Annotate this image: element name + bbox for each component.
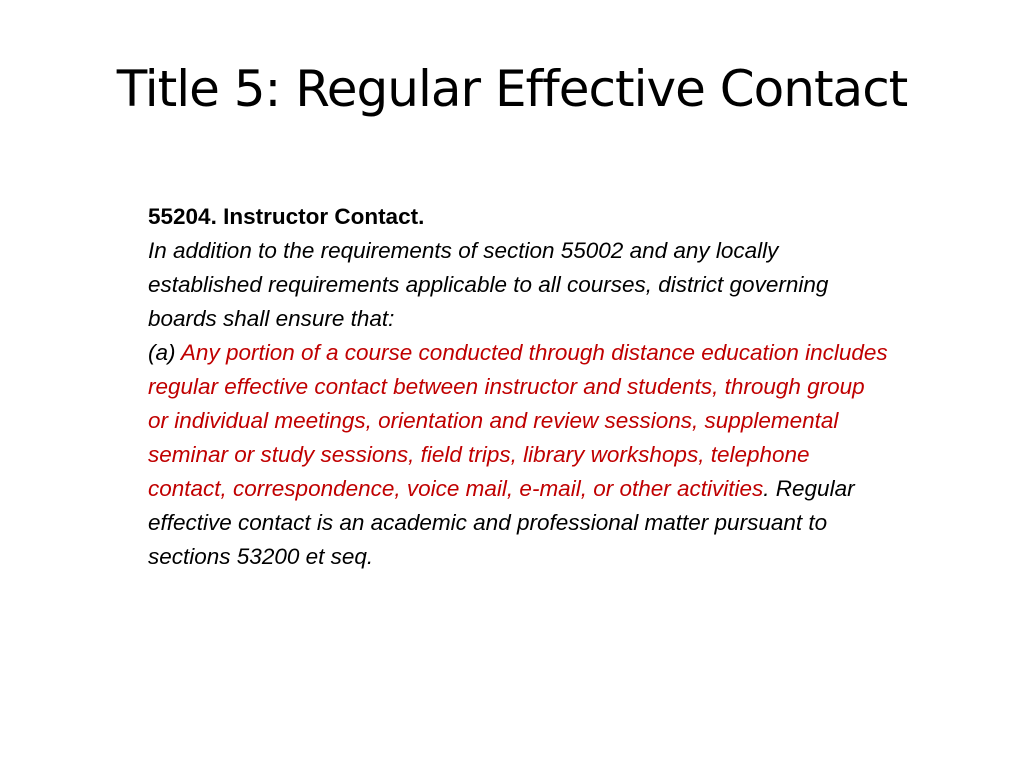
item-rest-text: . Regular effective contact is an academic and professional matter pursuant to sections 53200 et seq. — [148, 476, 855, 569]
item-marker: (a) — [148, 340, 181, 365]
section-heading: 55204. Instructor Contact. — [148, 204, 425, 229]
item-a-paragraph — [148, 336, 888, 574]
slide-body — [148, 200, 888, 574]
slide-title: Title 5: Regular Effective Contact — [116, 60, 908, 118]
item-highlight-text: Any portion of a course conducted through distance education includes regular effective contact between instructor and students, through group or individual meetings, orientation and review sessions, supplemental seminar or study sessions, field trips, library workshops, telephone contact, correspondence, voice mail, e-mail, or other activities — [148, 340, 888, 501]
intro-paragraph — [148, 234, 888, 336]
intro-text: In addition to the requirements of section 55002 and any locally established requirements applicable to all courses, district governing boards shall ensure that: — [148, 238, 829, 331]
